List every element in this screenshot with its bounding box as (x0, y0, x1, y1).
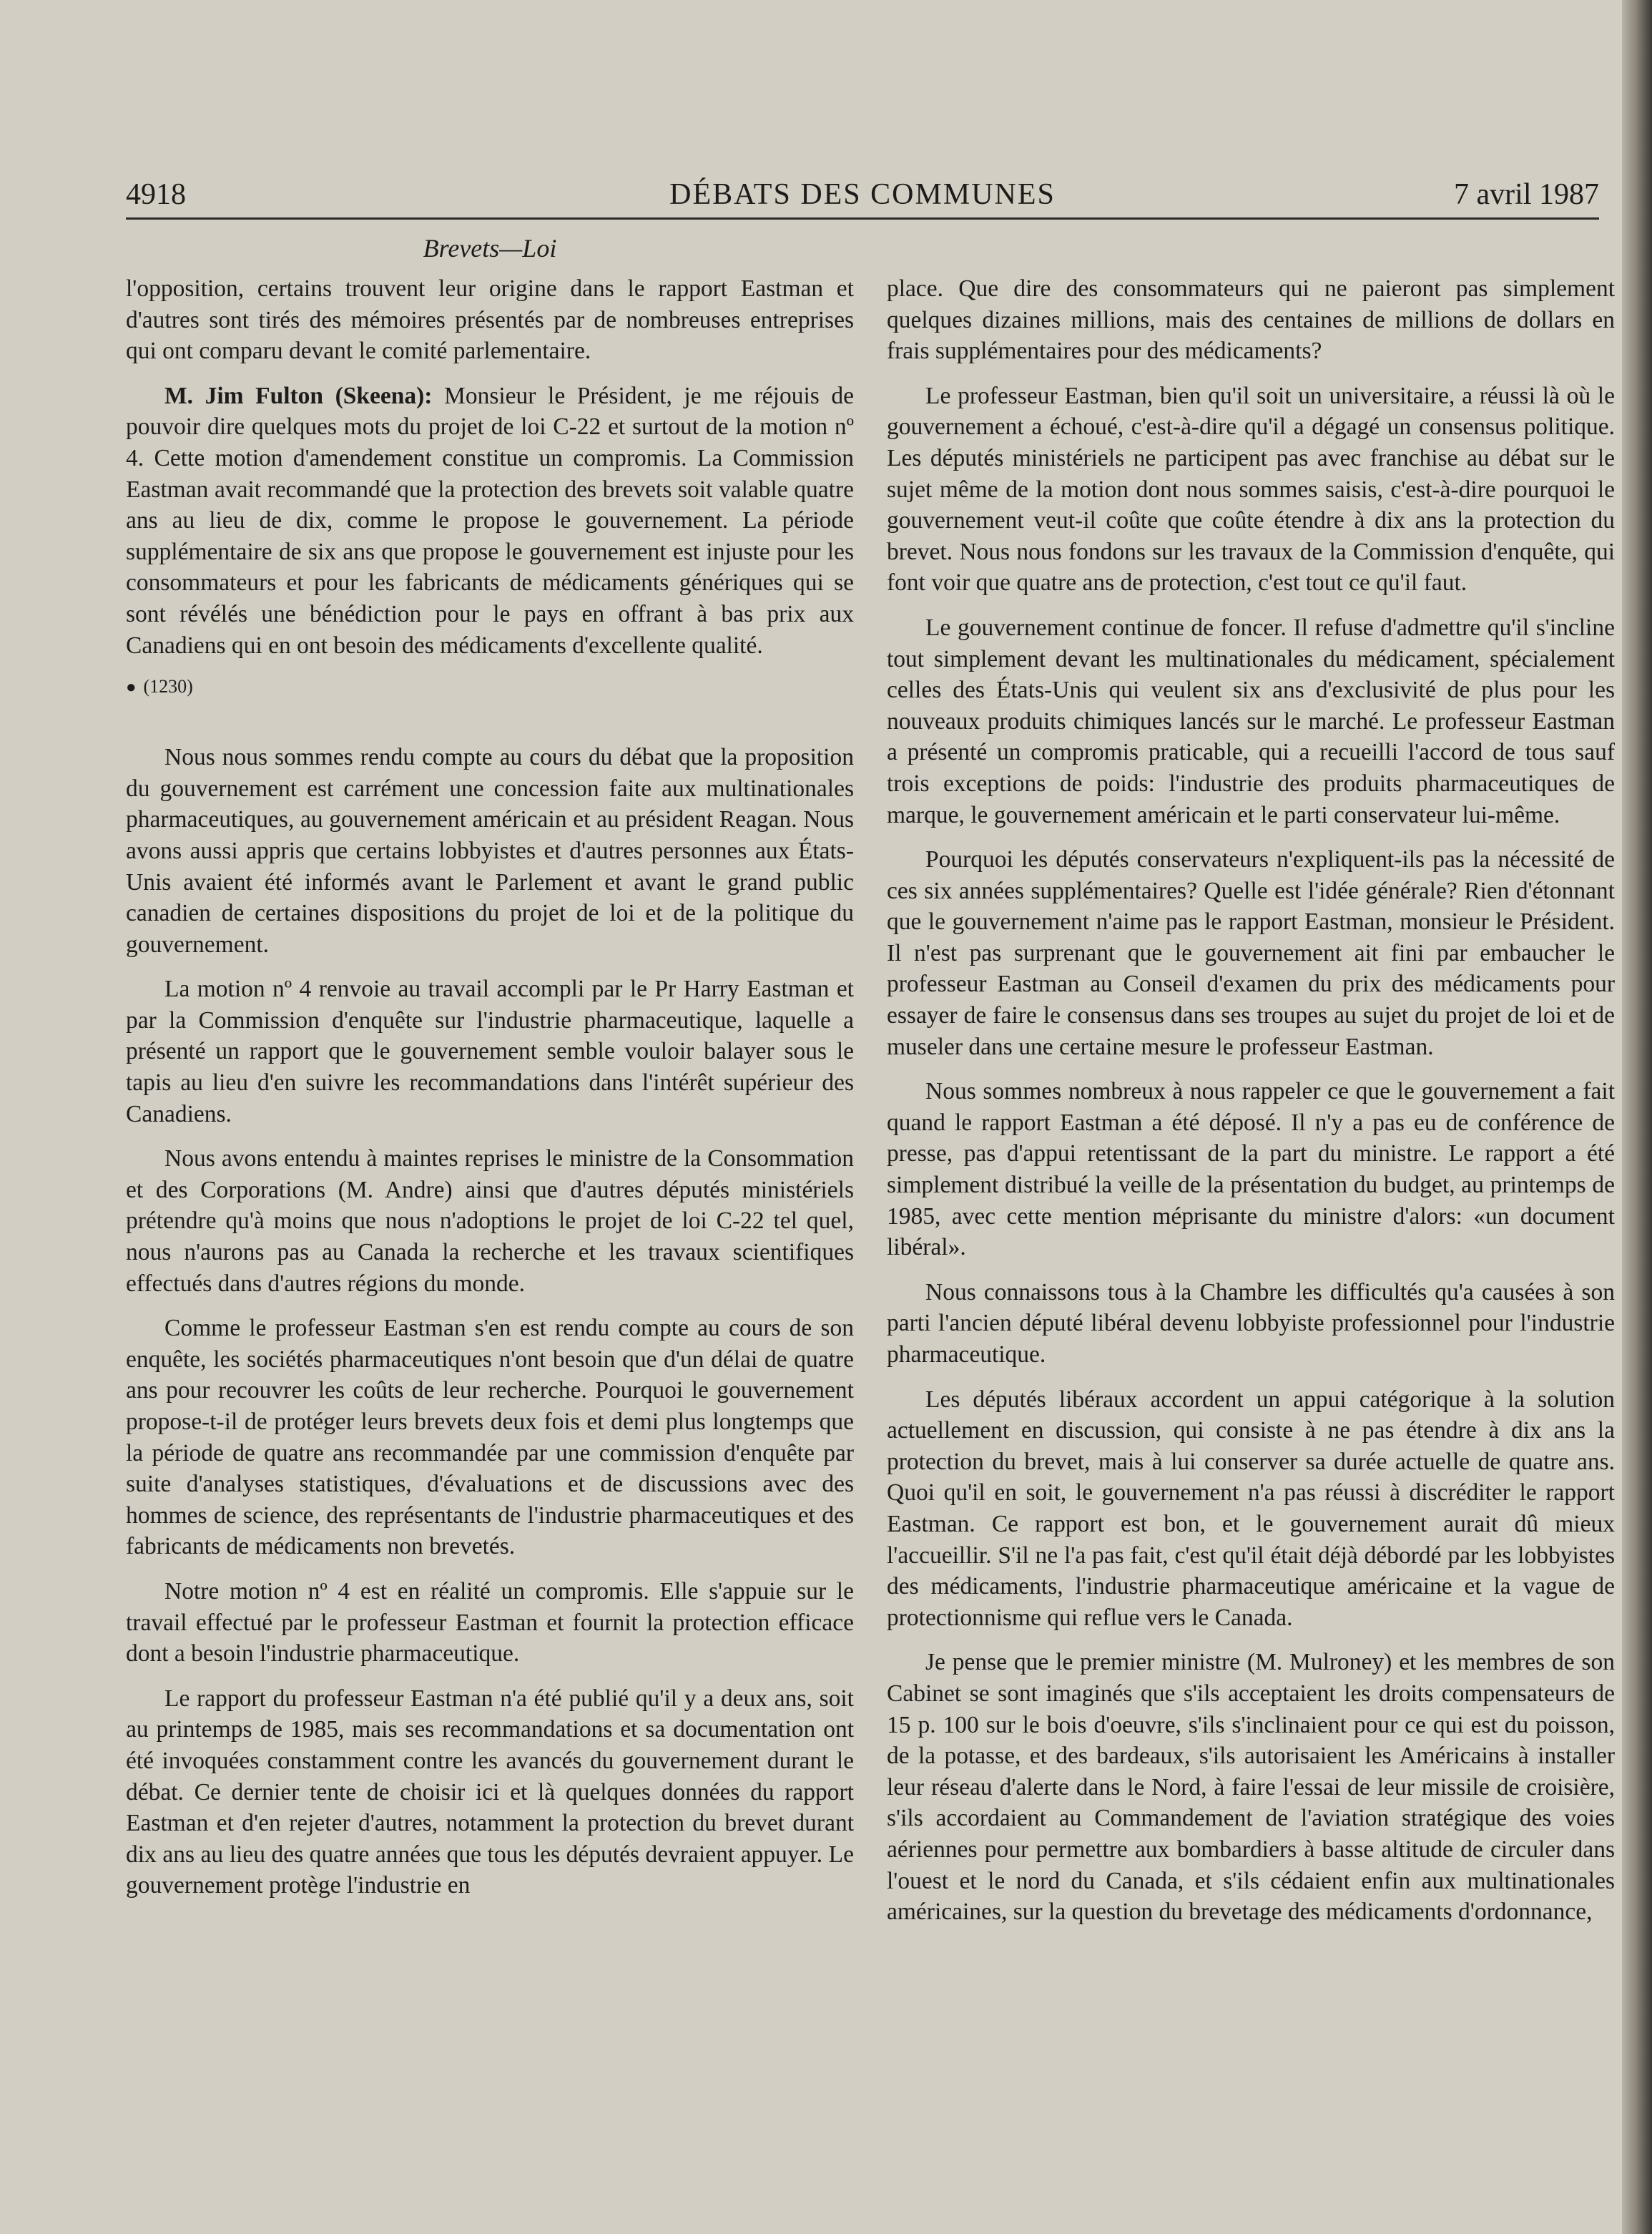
publication-title: DÉBATS DES COMMUNES (669, 178, 1056, 211)
paragraph: Le rapport du professeur Eastman n'a été publié qu'il y a deux ans, soit au printemps de 1985, mais ses recommandations et sa documentation ont été invoquées constamment contre les avancés du gouvernement durant le débat. Ce dernier tente de choisir ici et là quelques données du rapport Eastman et d'en rejeter d'autres, notamment la protection du brevet durant dix ans au lieu des quatre années que tous les députés devraient appuyer. Le gouvernement protège l'industrie en (126, 1685, 854, 1899)
book-spine-edge (1622, 0, 1652, 2234)
speaker-name: M. Jim Fulton (Skeena): (164, 382, 433, 409)
publication-date: 7 avril 1987 (1454, 178, 1599, 211)
page-header (126, 172, 1599, 220)
paragraph: Nous avons entendu à maintes reprises le ministre de la Consommation et des Corporations (M. Andre) ainsi que d'autres députés ministériels prétendre qu'à moins que nous n'adoptions le projet de loi C-22 tel quel, nous n'aurons pas au Canada la recherche et les travaux scientifiques effectués dans d'autres régions du monde. (126, 1145, 854, 1297)
paragraph: Comme le professeur Eastman s'en est rendu compte au cours de son enquête, les sociétés pharmaceutiques n'ont besoin que d'un délai de quatre ans pour recouvrer les coûts de leur recherche. Pourquoi le gouvernement propose-t-il de protéger leurs brevets deux fois et demi plus longtemps que la période de quatre ans recommandée par une commission d'enquête par suite d'analyses statistiques, d'évaluations et de discussions avec des hommes de science, des représentants de l'industrie pharmaceutiques et des fabricants de médicaments non brevetés. (126, 1315, 854, 1560)
paragraph: Le professeur Eastman, bien qu'il soit un universitaire, a réussi là où le gouvernement a échoué, c'est-à-dire qu'il a dégagé un consensus politique. Les députés ministériels ne participent pas avec franchise au débat sur le sujet même de la motion dont nous sommes saisis, c'est-à-dire pourquoi le gouvernement veut-il coûte que coûte étendre à dix ans la protection du brevet. Nous nous fondons sur les travaux de la Commission d'enquête, qui font voir que quatre ans de protection, c'est tout ce qu'il faut. (887, 382, 1615, 597)
speech-paragraph (126, 381, 854, 661)
paragraph: Nous nous sommes rendu compte au cours du débat que la proposition du gouvernement est carrément une concession faite aux multinationales pharmaceutiques, au gouvernement américain et au président Reagan. Nous avons aussi appris que certains lobbyistes et d'autres personnes aux États-Unis avaient été informés avant le Parlement et avant le grand public canadien de certaines dispositions du projet de loi et de la politique du gouvernement. (126, 744, 854, 958)
paragraph: Les députés libéraux accordent un appui catégorique à la solution actuellement en discussion, qui consiste à ne pas étendre à dix ans la protection du brevet, mais à lui conserver sa durée actuelle de quatre ans. Quoi qu'il en soit, le gouvernement n'a pas réussi à discréditer le rapport Eastman. Ce rapport est bon, et le gouvernement aurait dû mieux l'accueillir. S'il ne l'a pas fait, c'est qu'il était déjà débordé par les lobbyistes des médicaments, l'industrie pharmaceutique américaine et la vague de protectionnisme qui reflue vers le Canada. (887, 1386, 1615, 1631)
running-head: Brevets—Loi (423, 234, 557, 263)
paragraph: Notre motion nº 4 est en réalité un compromis. Elle s'appuie sur le travail effectué par le professeur Eastman et fournit la protection efficace dont a besoin l'industrie pharmaceutique. (126, 1577, 854, 1667)
time-marker-label: (1230) (143, 676, 193, 697)
page-number: 4918 (126, 178, 186, 211)
paragraph: Nous connaissons tous à la Chambre les difficultés qu'a causées à son parti l'ancien député libéral devenu lobbyiste professionnel pour l'industrie pharmaceutique. (887, 1278, 1615, 1368)
paragraph: Je pense que le premier ministre (M. Mulroney) et les membres de son Cabinet se sont imaginés que s'ils acceptaient les droits compensateurs de 15 p. 100 sur le bois d'oeuvre, s'ils s'inclinaient pour ce qui est du poisson, de la potasse, et des bardeaux, s'ils autorisaient les Américains à installer leur réseau d'alerte dans le Nord, à faire l'essai de leur missile de croisière, s'ils accordaient au Commandement de l'aviation stratégique des voies aériennes pour permettre aux bombardiers à basse altitude de circuler dans l'ouest et le nord du Canada, et s'ils cédaient enfin aux multinationales américaines, sur la question du brevetage des médicaments d'ordonnance, (887, 1649, 1615, 1926)
paragraph: place. Que dire des consommateurs qui ne paieront pas simplement quelques dizaines millions, mais des centaines de millions de dollars en frais supplémentaires pour des médicaments? (887, 275, 1615, 365)
bullet-icon: ● (126, 678, 137, 697)
left-column (126, 273, 854, 2205)
paragraph: La motion nº 4 renvoie au travail accompli par le Pr Harry Eastman et par la Commission d'enquête sur l'industrie pharmaceutique, laquelle a présenté un rapport que le gouvernement semble vouloir balayer sous le tapis au lieu d'en suivre les recommandations dans l'intérêt supérieur des Canadiens. (126, 976, 854, 1127)
paragraph: l'opposition, certains trouvent leur origine dans le rapport Eastman et d'autres sont tirés des mémoires présentés par de nombreuses entreprises qui ont comparu devant le comité parlementaire. (126, 275, 854, 365)
right-column (887, 273, 1615, 2205)
time-marker (126, 675, 854, 699)
paragraph: Nous sommes nombreux à nous rappeler ce que le gouvernement a fait quand le rapport Eastman a été déposé. Il n'y a pas eu de conférence de presse, pas d'appui retentissant de la part du ministre. Le rapport a été simplement distribué la veille de la présentation du budget, au printemps de 1985, avec cette mention méprisante du ministre d'alors: «un document libéral». (887, 1078, 1615, 1261)
paragraph: Pourquoi les députés conservateurs n'expliquent-ils pas la nécessité de ces six années supplémentaires? Quelle est l'idée générale? Rien d'étonnant que le gouvernement n'aime pas le rapport Eastman, monsieur le Président. Il n'est pas surprenant que le gouvernement ait fini par embaucher le professeur Eastman au Conseil d'examen du prix des médicaments pour essayer de faire le consensus dans ses troupes au sujet du projet de loi et de museler dans une certaine mesure le professeur Eastman. (887, 846, 1615, 1060)
paragraph: Le gouvernement continue de foncer. Il refuse d'admettre qu'il s'incline tout simplement devant les multinationales du médicament, spécialement celles des États-Unis qui veulent six ans d'exclusivité de plus pour les nouveaux produits chimiques lancés sur le marché. Le professeur Eastman a présenté un compromis praticable, qui a recueilli l'accord de tous sauf trois exceptions de poids: l'industrie des produits pharmaceutiques de marque, le gouvernement américain et le parti conservateur lui-même. (887, 614, 1615, 828)
speech-text: Monsieur le Président, je me réjouis de pouvoir dire quelques mots du projet de loi C-22 et surtout de la motion nº 4. Cette motion d'amendement constitue un compromis. La Commission Eastman avait recommandé que la protection des brevets soit valable quatre ans au lieu de dix, comme le propose le gouvernement. La période supplémentaire de six ans que propose le gouvernement est injuste pour les consommateurs et pour les fabricants de médicaments génériques qui se sont révélés une bénédiction pour le pays en offrant à bas prix aux Canadiens qui en ont besoin des médicaments d'excellente qualité. (126, 382, 854, 659)
